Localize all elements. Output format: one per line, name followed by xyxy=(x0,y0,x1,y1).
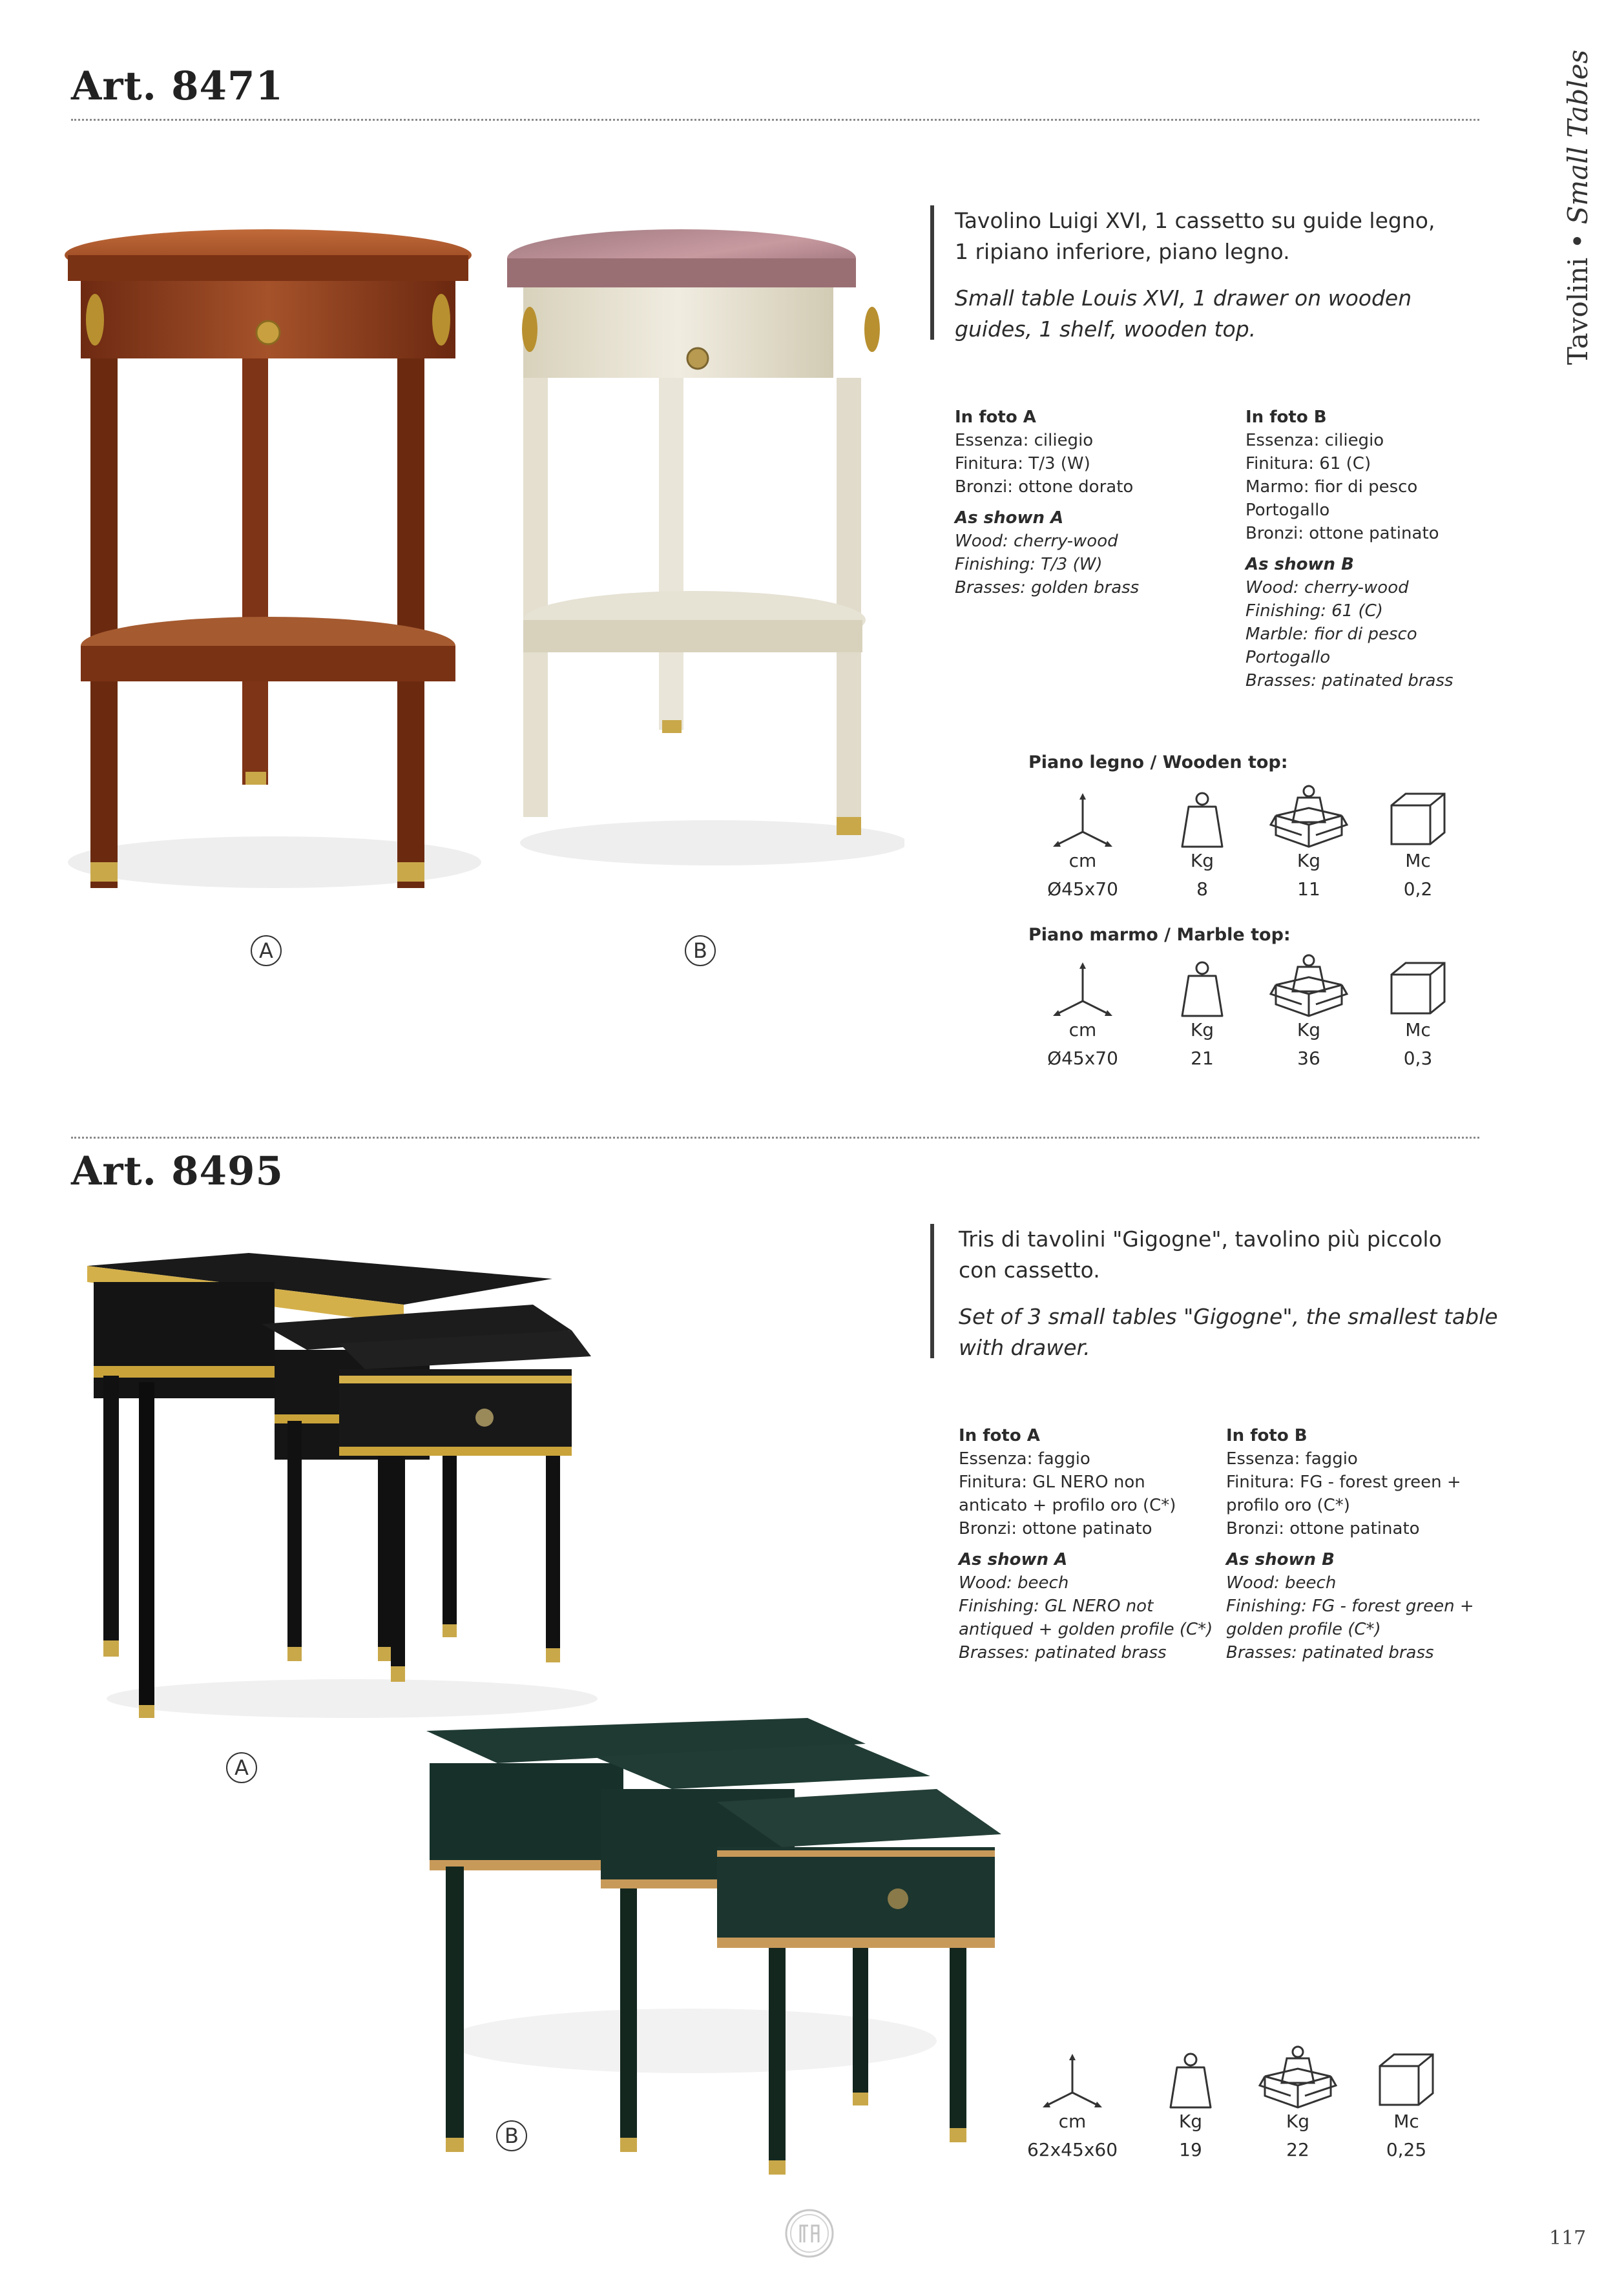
marble-dim-col-cm xyxy=(1025,1019,1141,1070)
dim-label: cm xyxy=(1068,1019,1097,1040)
spec-line: Finitura: GL NERO non xyxy=(959,1473,1145,1492)
dim-label: cm xyxy=(1058,2111,1087,2132)
spec-line: anticato + profilo oro (C*) xyxy=(959,1496,1176,1515)
art2-dim-col-kg xyxy=(1139,2110,1242,2162)
spec-en-line: Finishing: GL NERO not xyxy=(959,1597,1154,1616)
dim-value: 36 xyxy=(1297,1048,1320,1069)
wood-dim-col-mc xyxy=(1366,849,1470,901)
weight-icon xyxy=(1180,791,1225,849)
spec-line: Bronzi: ottone patinato xyxy=(1245,524,1439,543)
cube-volume-icon xyxy=(1377,2052,1435,2107)
dim-label: Mc xyxy=(1393,2111,1419,2132)
art-8495-spec-b xyxy=(1226,1424,1474,1664)
art-8471-desc-bar xyxy=(930,205,934,340)
dim-value: 0,25 xyxy=(1386,2139,1427,2160)
dim-value: 0,3 xyxy=(1403,1048,1433,1069)
spec-en-heading: As shown B xyxy=(1226,1550,1335,1569)
dim-label: Kg xyxy=(1178,2111,1203,2132)
wooden-top-title: Piano legno / Wooden top: xyxy=(1028,752,1288,772)
art-8471-desc-en xyxy=(955,283,1412,345)
dim-label: Kg xyxy=(1286,2111,1310,2132)
spec-en-line: golden profile (C*) xyxy=(1226,1620,1381,1639)
wood-dim-col-kg xyxy=(1151,849,1254,901)
spec-line: Essenza: faggio xyxy=(1226,1449,1358,1469)
spec-line: Bronzi: ottone dorato xyxy=(955,477,1134,497)
spec-en-line: Finishing: 61 (C) xyxy=(1245,601,1383,621)
spec-en-line: Brasses: patinated brass xyxy=(959,1643,1167,1662)
spec-en-line: Brasses: golden brass xyxy=(955,578,1140,597)
art-8495-spec-a xyxy=(959,1424,1213,1664)
spec-en-line: Marble: fior di pesco xyxy=(1245,625,1417,644)
spec-line: Essenza: ciliegio xyxy=(955,431,1094,450)
spec-en-line: Finishing: T/3 (W) xyxy=(955,555,1103,574)
desc-it-line: Tavolino Luigi XVI, 1 cassetto su guide legno, xyxy=(955,208,1435,233)
spec-line: Finitura: 61 (C) xyxy=(1245,454,1371,473)
spec-heading: In foto A xyxy=(959,1426,1040,1445)
marble-top-title: Piano marmo / Marble top: xyxy=(1028,925,1291,945)
art-8495-label-b: B xyxy=(496,2120,527,2151)
cube-volume-icon xyxy=(1389,960,1447,1016)
packed-weight-icon xyxy=(1269,785,1348,849)
art-8471-label-a: A xyxy=(251,935,282,966)
spec-line: Essenza: faggio xyxy=(959,1449,1090,1469)
packed-weight-icon xyxy=(1269,954,1348,1019)
spec-line: Finitura: T/3 (W) xyxy=(955,454,1090,473)
spec-en-line: Brasses: patinated brass xyxy=(1226,1643,1434,1662)
dimensions-axes-icon xyxy=(1041,2054,1103,2112)
dimensions-axes-icon xyxy=(1052,962,1114,1020)
desc-it-line: 1 ripiano inferiore, piano legno. xyxy=(955,239,1290,264)
cube-volume-icon xyxy=(1389,791,1447,847)
spec-heading: In foto A xyxy=(955,408,1036,427)
page-number: 117 xyxy=(1549,2227,1587,2249)
spec-line: Finitura: FG - forest green + xyxy=(1226,1473,1461,1492)
dim-value: 8 xyxy=(1196,878,1208,900)
side-label-regular: Tavolini • xyxy=(1562,224,1594,365)
art2-dim-col-cm xyxy=(1014,2110,1130,2162)
packed-weight-icon xyxy=(1258,2045,1337,2110)
art-8471-spec-a xyxy=(955,406,1139,599)
art-8495-title: Art. 8495 xyxy=(71,1148,284,1194)
dim-value: 21 xyxy=(1191,1048,1214,1069)
dim-value: Ø45x70 xyxy=(1047,1048,1118,1069)
marble-dim-col-mc xyxy=(1366,1019,1470,1070)
dim-label: Kg xyxy=(1190,1019,1214,1040)
dim-label: Kg xyxy=(1297,1019,1321,1040)
spec-en-heading: As shown B xyxy=(1245,555,1354,574)
art-8471-photo-a xyxy=(61,223,484,895)
art-8495-label-a: A xyxy=(226,1752,257,1783)
art-8495-photo-b xyxy=(420,1705,1008,2183)
dim-value: 62x45x60 xyxy=(1026,2139,1118,2160)
art-8495-desc-bar xyxy=(930,1224,934,1358)
art-8495-desc-it xyxy=(959,1224,1442,1286)
spec-line: Marmo: fior di pesco xyxy=(1245,477,1418,497)
wood-dim-col-cm xyxy=(1025,849,1141,901)
dim-label: Mc xyxy=(1405,1019,1431,1040)
weight-icon xyxy=(1168,2052,1213,2110)
dim-value: 0,2 xyxy=(1403,878,1433,900)
spec-en-heading: As shown A xyxy=(959,1550,1068,1569)
desc-it-line: con cassetto. xyxy=(959,1257,1100,1283)
dim-label: Mc xyxy=(1405,850,1431,871)
art-8471-desc-it xyxy=(955,205,1435,267)
spec-line: Essenza: ciliegio xyxy=(1245,431,1384,450)
divider-top xyxy=(71,119,1479,121)
desc-en-line: Small table Louis XVI, 1 drawer on wooden xyxy=(955,285,1412,311)
spec-en-line: antiqued + golden profile (C*) xyxy=(959,1620,1213,1639)
desc-it-line: Tris di tavolini "Gigogne", tavolino più piccolo xyxy=(959,1226,1442,1252)
dim-label: Kg xyxy=(1190,850,1214,871)
brand-logo-icon xyxy=(784,2208,835,2259)
marble-dim-col-kg xyxy=(1151,1019,1254,1070)
art2-dim-col-mc xyxy=(1355,2110,1458,2162)
spec-heading: In foto B xyxy=(1226,1426,1308,1445)
art-8495-photo-a xyxy=(81,1253,598,1718)
spec-en-line: Brasses: patinated brass xyxy=(1245,671,1454,690)
spec-line: Bronzi: ottone patinato xyxy=(959,1519,1152,1538)
dim-value: 19 xyxy=(1179,2139,1202,2160)
art-8471-title: Art. 8471 xyxy=(71,63,284,109)
desc-en-line: with drawer. xyxy=(959,1335,1090,1360)
art-8471-spec-b xyxy=(1245,406,1454,692)
divider-middle xyxy=(71,1137,1479,1139)
spec-line: profilo oro (C*) xyxy=(1226,1496,1350,1515)
spec-en-line: Finishing: FG - forest green + xyxy=(1226,1597,1474,1616)
art-8471-label-b: B xyxy=(685,935,716,966)
marble-dim-col-kg-packed xyxy=(1257,1019,1360,1070)
dim-value: 22 xyxy=(1286,2139,1309,2160)
spec-en-line: Wood: cherry-wood xyxy=(955,532,1118,551)
wood-dim-col-kg-packed xyxy=(1257,849,1360,901)
desc-en-line: guides, 1 shelf, wooden top. xyxy=(955,316,1256,342)
spec-en-line: Wood: beech xyxy=(1226,1573,1337,1593)
dim-value: Ø45x70 xyxy=(1047,878,1118,900)
art2-dim-col-kg-packed xyxy=(1246,2110,1349,2162)
spec-en-heading: As shown A xyxy=(955,508,1064,528)
spec-line: Portogallo xyxy=(1245,501,1330,520)
side-section-label xyxy=(1562,50,1594,365)
art-8471-photo-b xyxy=(501,223,904,869)
dim-value: 11 xyxy=(1297,878,1320,900)
dimensions-axes-icon xyxy=(1052,793,1114,851)
dim-label: cm xyxy=(1068,850,1097,871)
spec-line: Bronzi: ottone patinato xyxy=(1226,1519,1420,1538)
spec-en-line: Portogallo xyxy=(1245,648,1331,667)
spec-en-line: Wood: beech xyxy=(959,1573,1069,1593)
desc-en-line: Set of 3 small tables "Gigogne", the smallest table xyxy=(959,1304,1498,1329)
side-label-italic: Small Tables xyxy=(1562,49,1594,225)
spec-heading: In foto B xyxy=(1245,408,1327,427)
spec-en-line: Wood: cherry-wood xyxy=(1245,578,1409,597)
art-8495-desc-en xyxy=(959,1301,1498,1363)
weight-icon xyxy=(1180,960,1225,1019)
dim-label: Kg xyxy=(1297,850,1321,871)
